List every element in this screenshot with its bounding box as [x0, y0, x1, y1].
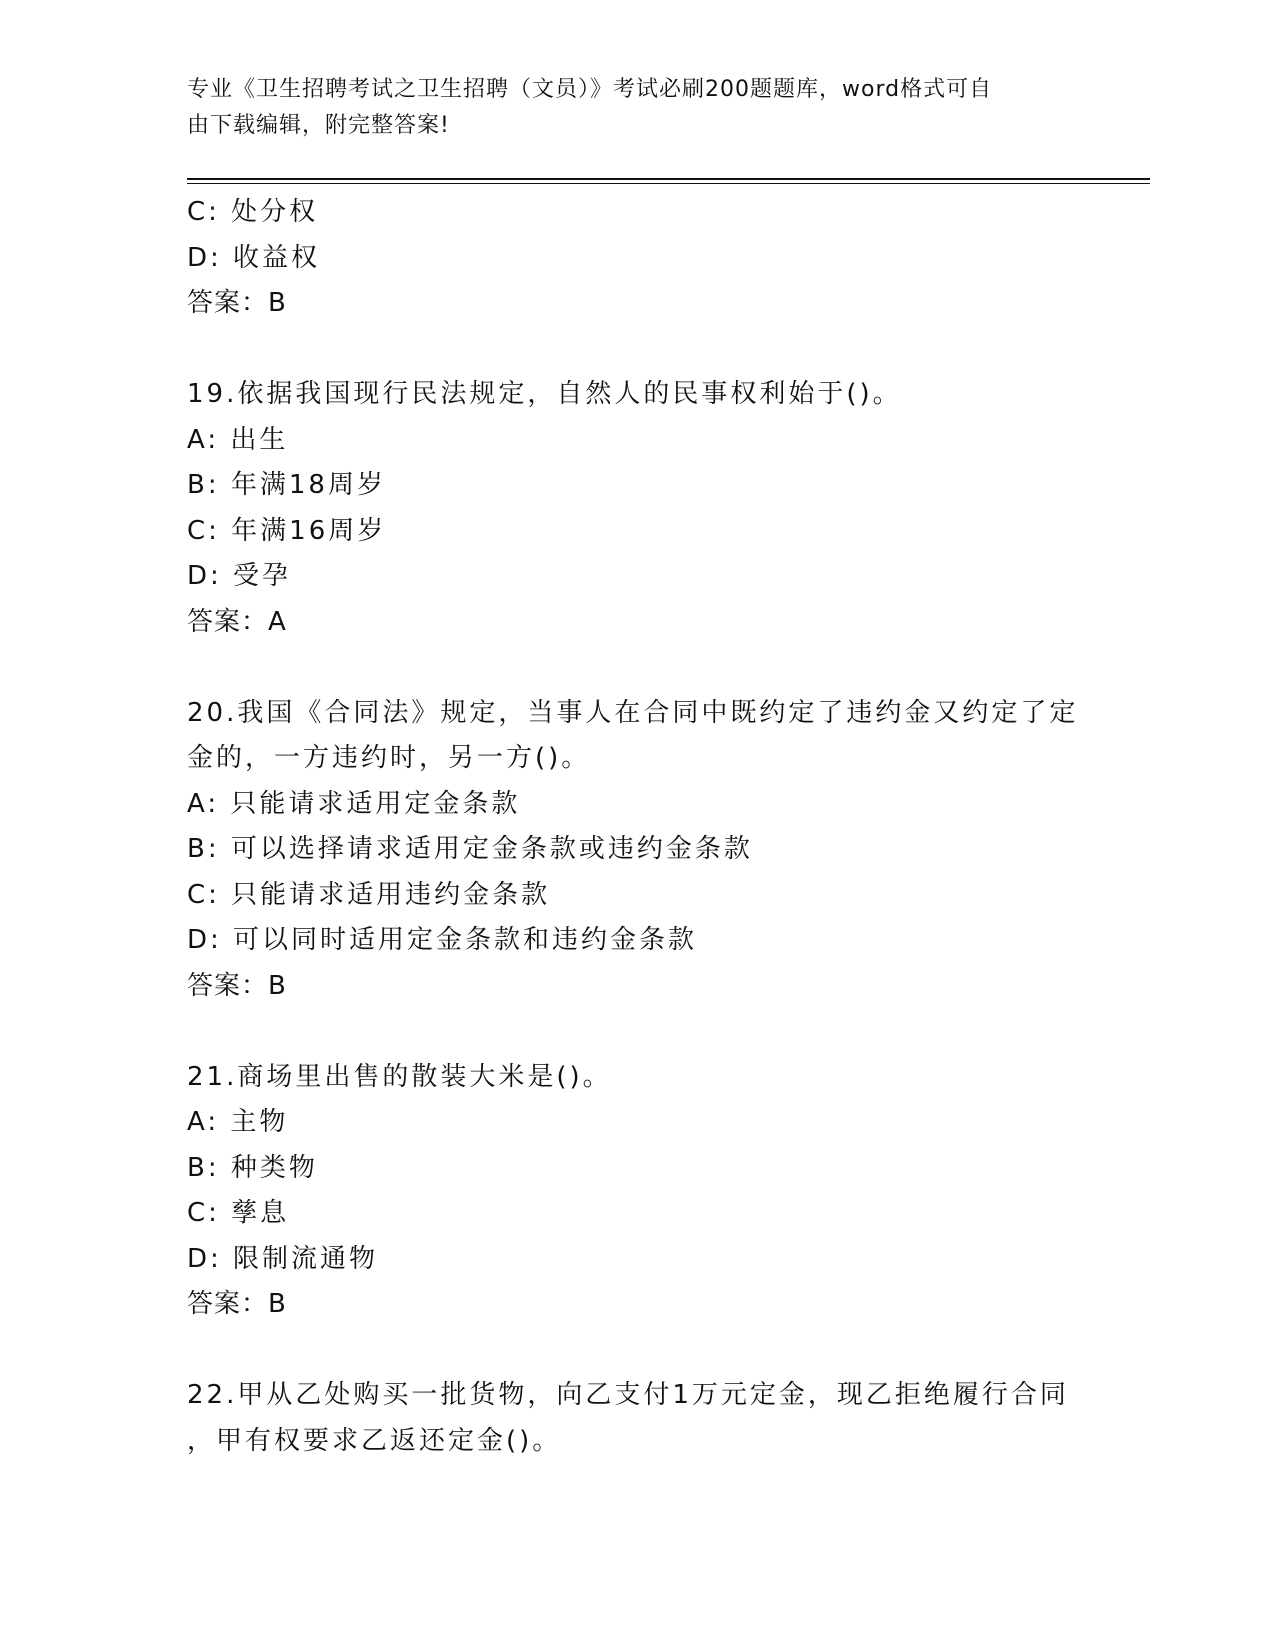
- question-stem: 20.我国《合同法》规定，当事人在合同中既约定了违约金又约定了定: [187, 697, 1079, 728]
- answer-line: 答案：B: [187, 970, 287, 1001]
- answer-line: 答案：B: [187, 1289, 287, 1319]
- option-c: C: 年满16周岁: [187, 515, 387, 546]
- header-line-2: 由下载编辑，附完整答案!: [187, 113, 450, 138]
- header-rule-thick: [187, 178, 1150, 180]
- document-header: [187, 72, 1087, 144]
- option-d: D: 限制流通物: [187, 1243, 379, 1274]
- spacer: [187, 327, 1107, 373]
- option-b: B: 种类物: [187, 1152, 318, 1183]
- answer-line: 答案：B: [187, 288, 287, 318]
- header-line-1: 专业《卫生招聘考试之卫生招聘（文员）》考试必刷200题题库，word格式可自: [187, 77, 993, 102]
- option-a: A: 出生: [187, 424, 289, 455]
- answer-line: 答案：A: [187, 606, 287, 637]
- option-c: C: 孳息: [187, 1198, 290, 1228]
- question-stem-continued: ，甲有权要求乙返还定金()。: [187, 1425, 562, 1456]
- question-stem: 22.甲从乙处购买一批货物，向乙支付1万元定金，现乙拒绝履行合同: [187, 1380, 1069, 1410]
- question-22: [187, 1373, 1107, 1464]
- option-d: D: 受孕: [187, 561, 292, 591]
- option-c: C: 处分权: [187, 197, 319, 227]
- option-a: A: 主物: [187, 1107, 289, 1137]
- spacer: [187, 1009, 1107, 1055]
- question-19: [187, 372, 1107, 645]
- question-20: [187, 691, 1107, 1010]
- header-rule-thin: [187, 183, 1150, 184]
- question-list: [187, 190, 1107, 1464]
- option-d: D: 收益权: [187, 242, 321, 273]
- option-d: D: 可以同时适用定金条款和违约金条款: [187, 925, 698, 955]
- question-stem: 21.商场里出售的散装大米是()。: [187, 1061, 612, 1092]
- question-carryover: [187, 190, 1107, 327]
- spacer: [187, 1328, 1107, 1374]
- option-a: A: 只能请求适用定金条款: [187, 788, 521, 819]
- question-stem: 19.依据我国现行民法规定，自然人的民事权利始于()。: [187, 379, 902, 409]
- question-21: [187, 1055, 1107, 1328]
- spacer: [187, 645, 1107, 691]
- option-b: B: 可以选择请求适用定金条款或违约金条款: [187, 834, 753, 864]
- option-c: C: 只能请求适用违约金条款: [187, 879, 551, 910]
- question-stem-continued: 金的，一方违约时，另一方()。: [187, 743, 591, 773]
- option-b: B: 年满18周岁: [187, 470, 386, 500]
